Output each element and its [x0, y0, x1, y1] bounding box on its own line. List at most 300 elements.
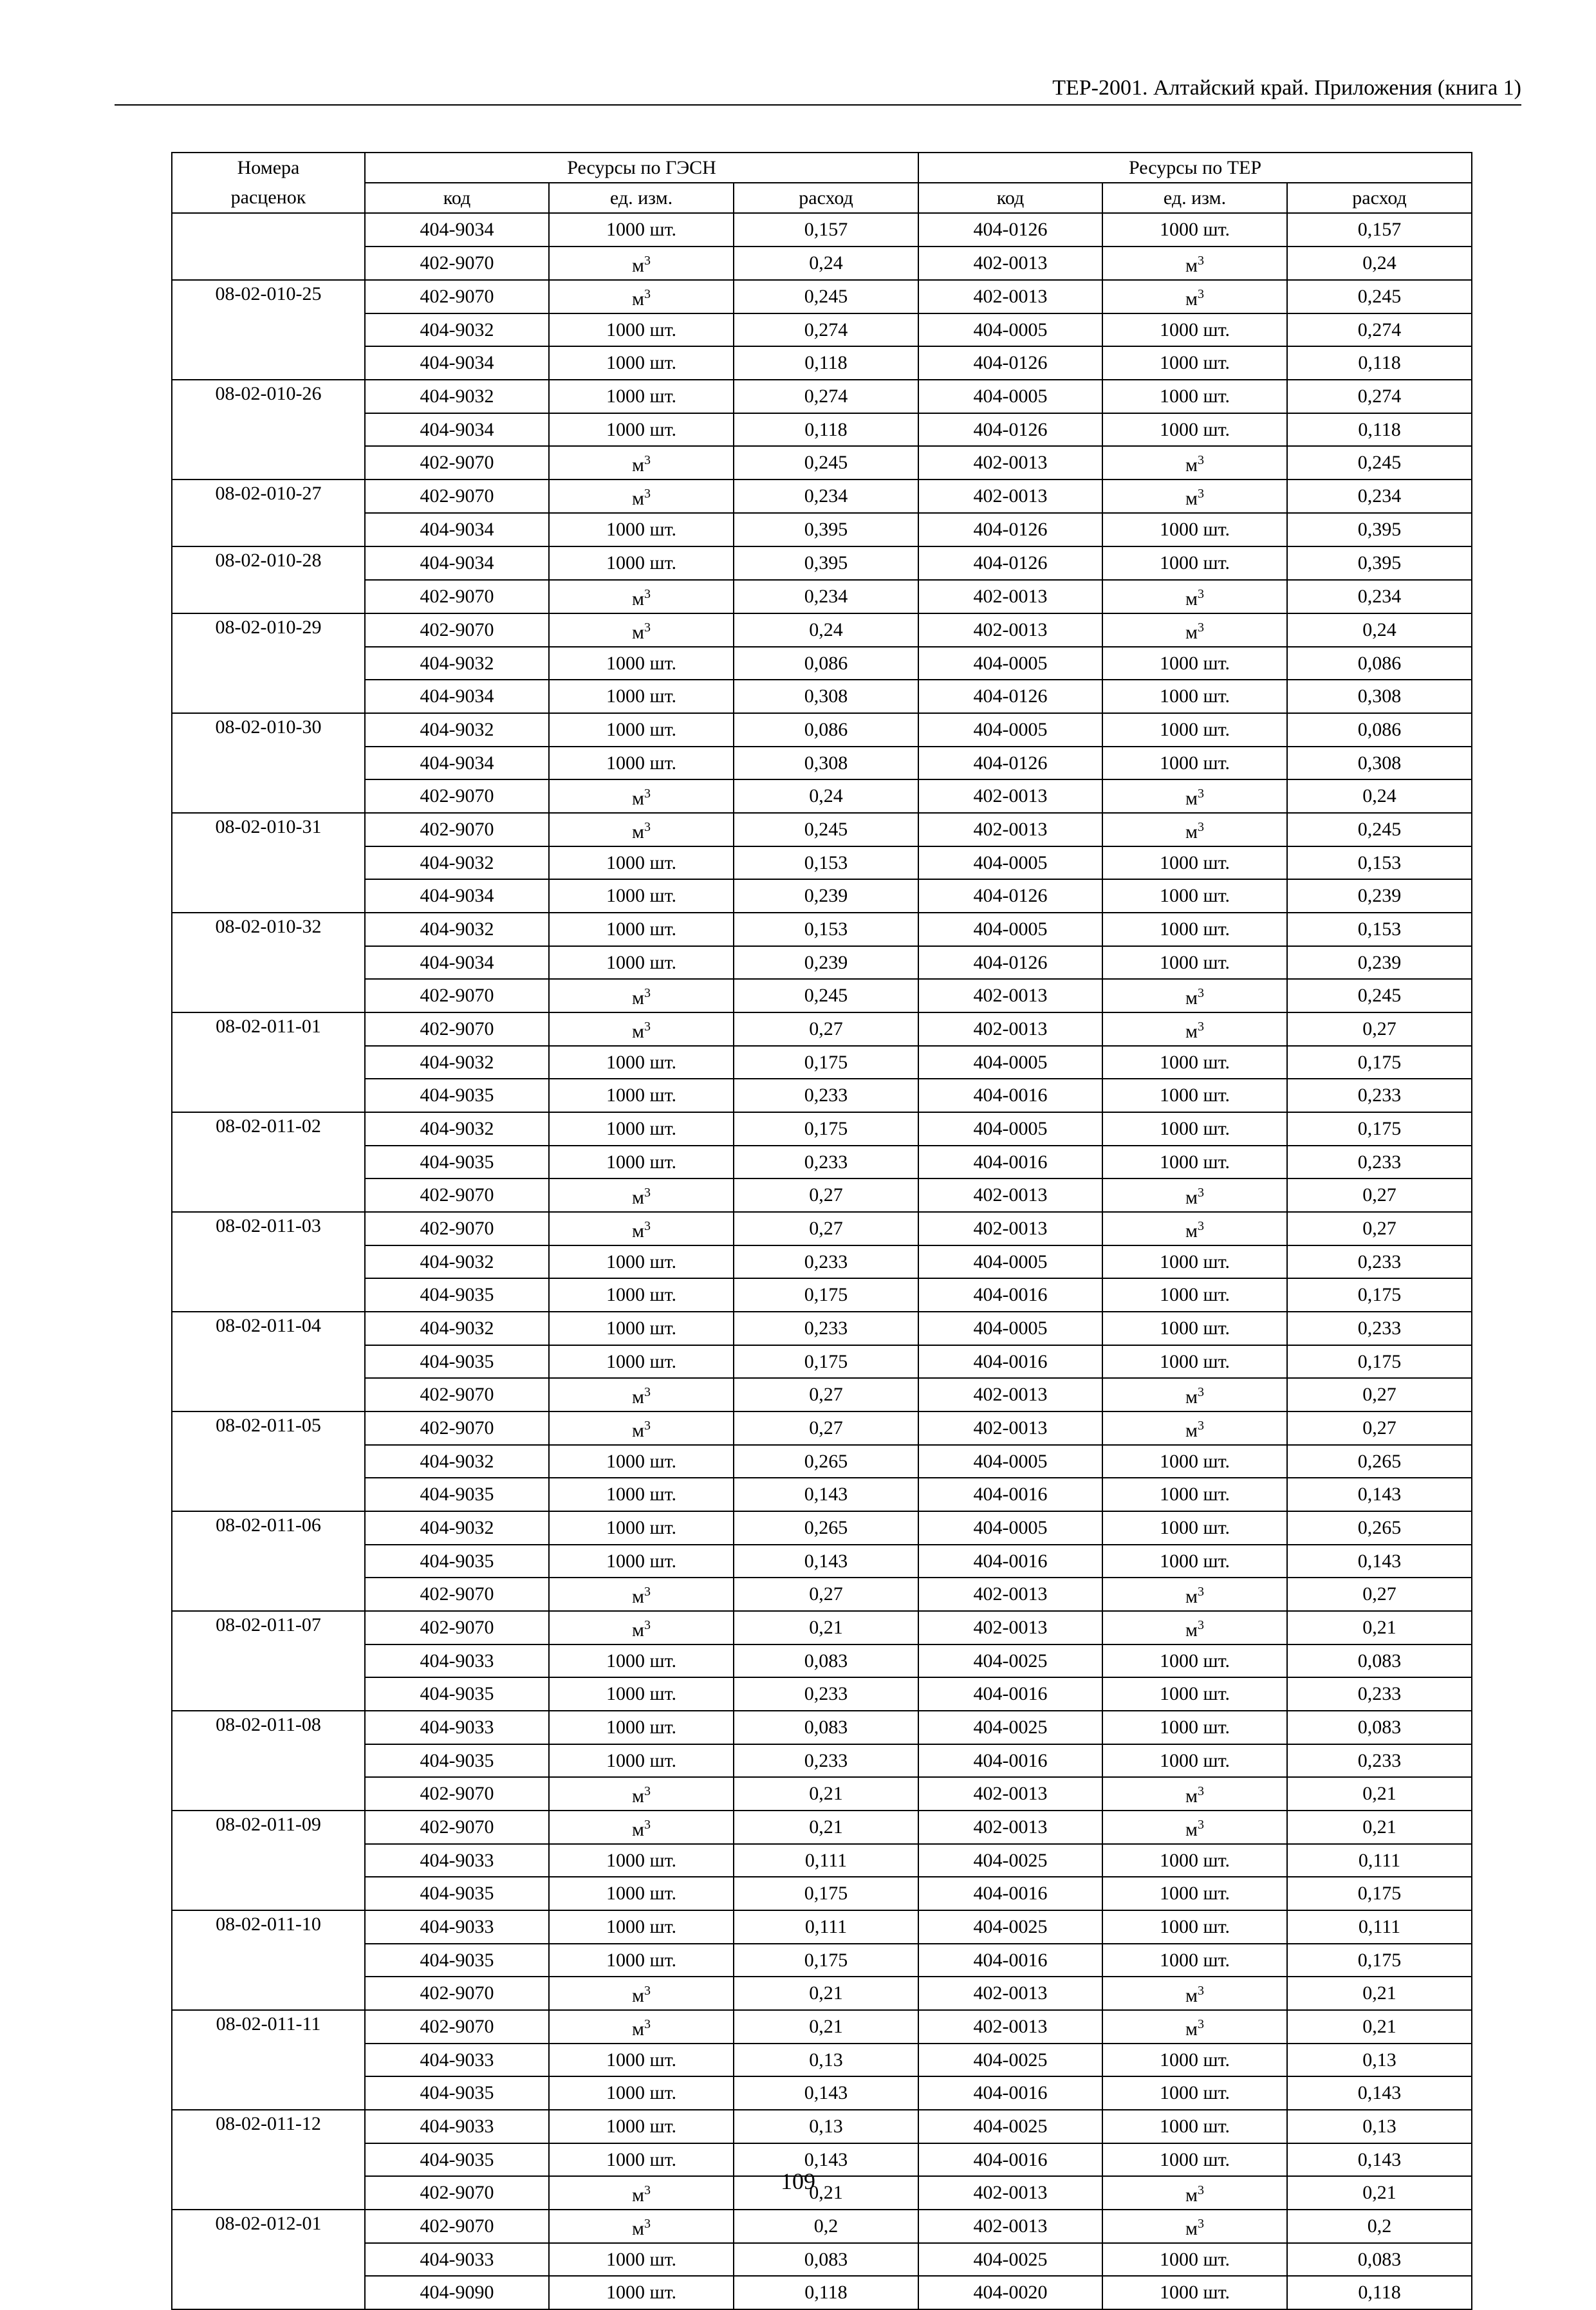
gesn-amount-cell: 0,27: [734, 1378, 918, 1411]
gesn-code-cell: 404-9033: [365, 1844, 549, 1877]
rate-number-cell: [172, 1944, 365, 1977]
table-row: [172, 1445, 1472, 1478]
ter-code-cell: 404-0025: [918, 2044, 1102, 2076]
gesn-amount-header: расход: [734, 183, 918, 213]
ter-code-cell: 404-0005: [918, 647, 1102, 680]
gesn-code-cell: 402-9070: [365, 280, 549, 313]
ter-amount-cell: 0,111: [1287, 1910, 1472, 1944]
ter-unit-cell: 1000 шт.: [1102, 1278, 1287, 1312]
ter-unit-cell: $м^3$: [1102, 1212, 1287, 1245]
ter-amount-cell: 0,233: [1287, 1146, 1472, 1178]
ter-unit-cell: 1000 шт.: [1102, 1245, 1287, 1278]
gesn-unit-cell: $м^3$: [549, 280, 734, 313]
ter-amount-cell: 0,157: [1287, 213, 1472, 247]
table-row: [172, 2243, 1472, 2276]
gesn-amount-cell: 0,21: [734, 1977, 918, 2010]
gesn-unit-cell: $м^3$: [549, 813, 734, 846]
table-row: [172, 313, 1472, 346]
rate-number-cell: [172, 1545, 365, 1578]
ter-code-cell: 404-0025: [918, 1910, 1102, 1944]
gesn-amount-cell: 0,308: [734, 747, 918, 779]
ter-amount-cell: 0,24: [1287, 613, 1472, 647]
ter-code-cell: 404-0005: [918, 1046, 1102, 1079]
ter-code-cell: 402-0013: [918, 1811, 1102, 1844]
gesn-amount-cell: 0,21: [734, 1611, 918, 1644]
gesn-unit-cell: 1000 шт.: [549, 1511, 734, 1545]
table-row: [172, 380, 1472, 413]
rate-number-cell: 08-02-010-31: [172, 813, 365, 846]
rate-number-cell: 08-02-011-11: [172, 2010, 365, 2044]
gesn-unit-cell: 1000 шт.: [549, 1146, 734, 1178]
rate-number-cell: [172, 846, 365, 879]
rate-number-cell: 08-02-011-02: [172, 1112, 365, 1146]
ter-code-cell: 404-0126: [918, 213, 1102, 247]
rate-number-cell: [172, 1445, 365, 1478]
ter-code-cell: 402-0013: [918, 1777, 1102, 1811]
gesn-amount-cell: 0,245: [734, 979, 918, 1012]
gesn-unit-cell: $м^3$: [549, 480, 734, 513]
table-row: [172, 1511, 1472, 1545]
gesn-code-cell: 404-9035: [365, 2076, 549, 2110]
ter-amount-cell: 0,175: [1287, 1944, 1472, 1977]
ter-amount-cell: 0,21: [1287, 1977, 1472, 2010]
ter-amount-cell: 0,175: [1287, 1877, 1472, 1910]
rate-number-cell: 08-02-011-05: [172, 1411, 365, 1445]
ter-unit-cell: 1000 шт.: [1102, 2143, 1287, 2176]
ter-unit-cell: $м^3$: [1102, 979, 1287, 1012]
ter-unit-cell: 1000 шт.: [1102, 380, 1287, 413]
ter-unit-cell: $м^3$: [1102, 1378, 1287, 1411]
ter-code-cell: 404-0005: [918, 913, 1102, 946]
rate-number-cell: [172, 1178, 365, 1212]
ter-amount-cell: 0,143: [1287, 2076, 1472, 2110]
rate-number-cell: [172, 513, 365, 546]
ter-code-cell: 402-0013: [918, 1012, 1102, 1046]
table-row: [172, 1611, 1472, 1644]
gesn-unit-cell: 1000 шт.: [549, 1844, 734, 1877]
ter-code-cell: 404-0025: [918, 1644, 1102, 1677]
gesn-amount-cell: 0,111: [734, 1844, 918, 1877]
gesn-code-cell: 402-9070: [365, 2176, 549, 2210]
gesn-code-cell: 404-9034: [365, 213, 549, 247]
gesn-unit-cell: 1000 шт.: [549, 2076, 734, 2110]
ter-amount-cell: 0,234: [1287, 480, 1472, 513]
gesn-unit-cell: 1000 шт.: [549, 1944, 734, 1977]
table-row: [172, 1012, 1472, 1046]
ter-code-cell: 404-0025: [918, 1844, 1102, 1877]
gesn-code-cell: 402-9070: [365, 1378, 549, 1411]
ter-unit-cell: $м^3$: [1102, 1411, 1287, 1445]
gesn-amount-cell: 0,245: [734, 280, 918, 313]
ter-unit-cell: 1000 шт.: [1102, 2243, 1287, 2276]
ter-code-cell: 402-0013: [918, 480, 1102, 513]
gesn-amount-cell: 0,118: [734, 2276, 918, 2309]
gesn-amount-cell: 0,234: [734, 580, 918, 613]
rate-number-cell: [172, 413, 365, 446]
ter-unit-cell: 1000 шт.: [1102, 1877, 1287, 1910]
ter-amount-cell: 0,143: [1287, 1478, 1472, 1511]
ter-code-cell: 402-0013: [918, 1411, 1102, 1445]
gesn-amount-cell: 0,143: [734, 1478, 918, 1511]
table-row: [172, 513, 1472, 546]
ter-amount-cell: 0,13: [1287, 2110, 1472, 2143]
ter-amount-cell: 0,111: [1287, 1844, 1472, 1877]
ter-unit-cell: 1000 шт.: [1102, 1046, 1287, 1079]
table-row: [172, 1944, 1472, 1977]
gesn-code-cell: 404-9033: [365, 2243, 549, 2276]
table-row: [172, 446, 1472, 480]
ter-amount-cell: 0,395: [1287, 546, 1472, 580]
rate-header: Номера: [172, 153, 365, 183]
ter-code-cell: 404-0126: [918, 879, 1102, 913]
ter-code-cell: 404-0016: [918, 1079, 1102, 1112]
table-row: [172, 747, 1472, 779]
ter-unit-cell: $м^3$: [1102, 1811, 1287, 1844]
gesn-amount-cell: 0,118: [734, 346, 918, 380]
gesn-code-cell: 402-9070: [365, 813, 549, 846]
rate-number-cell: [172, 979, 365, 1012]
gesn-amount-cell: 0,274: [734, 313, 918, 346]
gesn-unit-cell: 1000 шт.: [549, 1046, 734, 1079]
gesn-code-cell: 404-9032: [365, 713, 549, 747]
gesn-unit-cell: $м^3$: [549, 247, 734, 280]
table-row: [172, 247, 1472, 280]
gesn-unit-cell: 1000 шт.: [549, 647, 734, 680]
table-row: [172, 1677, 1472, 1711]
gesn-code-cell: 404-9033: [365, 2044, 549, 2076]
ter-unit-cell: 1000 шт.: [1102, 1744, 1287, 1777]
gesn-unit-cell: 1000 шт.: [549, 1744, 734, 1777]
gesn-unit-cell: 1000 шт.: [549, 413, 734, 446]
table-row: [172, 2276, 1472, 2309]
gesn-amount-cell: 0,233: [734, 1744, 918, 1777]
ter-code-cell: 404-0005: [918, 1445, 1102, 1478]
gesn-amount-cell: 0,175: [734, 1345, 918, 1378]
gesn-amount-cell: 0,083: [734, 1711, 918, 1744]
gesn-code-cell: 402-9070: [365, 1777, 549, 1811]
table-row: [172, 2010, 1472, 2044]
gesn-code-cell: 404-9032: [365, 846, 549, 879]
table-row: [172, 846, 1472, 879]
rate-number-cell: 08-02-010-29: [172, 613, 365, 647]
ter-unit-cell: 1000 шт.: [1102, 1445, 1287, 1478]
ter-code-cell: 404-0005: [918, 846, 1102, 879]
ter-amount-cell: 0,083: [1287, 1711, 1472, 1744]
gesn-code-cell: 402-9070: [365, 1977, 549, 2010]
gesn-amount-cell: 0,308: [734, 680, 918, 713]
gesn-unit-cell: 1000 шт.: [549, 1312, 734, 1345]
gesn-code-cell: 404-9032: [365, 1046, 549, 1079]
table-row: [172, 1977, 1472, 2010]
ter-code-cell: 404-0126: [918, 413, 1102, 446]
ter-amount-cell: 0,21: [1287, 2010, 1472, 2044]
gesn-code-cell: 402-9070: [365, 2010, 549, 2044]
rate-number-cell: [172, 1378, 365, 1411]
gesn-amount-cell: 0,175: [734, 1278, 918, 1312]
gesn-unit-cell: 1000 шт.: [549, 747, 734, 779]
gesn-code-cell: 404-9035: [365, 1478, 549, 1511]
ter-amount-cell: 0,21: [1287, 1811, 1472, 1844]
ter-amount-cell: 0,245: [1287, 813, 1472, 846]
rate-number-cell: 08-02-011-08: [172, 1711, 365, 1744]
table-row: [172, 813, 1472, 846]
rate-number-cell: [172, 446, 365, 480]
rate-header-line2: расценок: [172, 183, 365, 213]
ter-amount-cell: 0,24: [1287, 779, 1472, 813]
table-row: [172, 1478, 1472, 1511]
resources-table: [171, 152, 1472, 2310]
header-row-1: [172, 153, 1472, 183]
table-row: [172, 213, 1472, 247]
ter-amount-cell: 0,21: [1287, 1777, 1472, 1811]
gesn-code-cell: 402-9070: [365, 480, 549, 513]
gesn-code-cell: 404-9033: [365, 1910, 549, 1944]
ter-unit-cell: 1000 шт.: [1102, 2110, 1287, 2143]
gesn-code-cell: 402-9070: [365, 613, 549, 647]
table-row: [172, 1212, 1472, 1245]
gesn-unit-cell: 1000 шт.: [549, 1112, 734, 1146]
header-row-2: [172, 183, 1472, 213]
ter-amount-cell: 0,274: [1287, 380, 1472, 413]
gesn-code-cell: 404-9032: [365, 1112, 549, 1146]
rate-number-cell: 08-02-011-07: [172, 1611, 365, 1644]
gesn-unit-cell: $м^3$: [549, 979, 734, 1012]
rate-number-cell: [172, 1345, 365, 1378]
gesn-amount-cell: 0,233: [734, 1079, 918, 1112]
table-row: [172, 1910, 1472, 1944]
gesn-unit-cell: 1000 шт.: [549, 1278, 734, 1312]
table-row: [172, 2076, 1472, 2110]
rate-number-cell: 08-02-011-01: [172, 1012, 365, 1046]
gesn-amount-cell: 0,21: [734, 2010, 918, 2044]
rate-number-cell: [172, 313, 365, 346]
table-row: [172, 1112, 1472, 1146]
rate-number-cell: [172, 346, 365, 380]
ter-code-cell: 404-0126: [918, 346, 1102, 380]
gesn-code-cell: 402-9070: [365, 779, 549, 813]
rate-number-cell: [172, 1644, 365, 1677]
ter-code-cell: 404-0126: [918, 747, 1102, 779]
ter-unit-cell: 1000 шт.: [1102, 1478, 1287, 1511]
gesn-unit-cell: 1000 шт.: [549, 1545, 734, 1578]
ter-amount-cell: 0,265: [1287, 1445, 1472, 1478]
gesn-amount-cell: 0,086: [734, 647, 918, 680]
rate-number-cell: [172, 879, 365, 913]
gesn-amount-cell: 0,24: [734, 247, 918, 280]
gesn-unit-cell: 1000 шт.: [549, 879, 734, 913]
gesn-amount-cell: 0,083: [734, 2243, 918, 2276]
ter-unit-cell: $м^3$: [1102, 779, 1287, 813]
rate-number-cell: [172, 647, 365, 680]
rate-number-cell: [172, 946, 365, 979]
ter-amount-cell: 0,21: [1287, 2176, 1472, 2210]
ter-unit-cell: 1000 шт.: [1102, 1711, 1287, 1744]
gesn-code-header: код: [365, 183, 549, 213]
ter-code-cell: 404-0005: [918, 1112, 1102, 1146]
ter-amount-cell: 0,27: [1287, 1578, 1472, 1611]
gesn-code-cell: 404-9034: [365, 413, 549, 446]
ter-amount-cell: 0,274: [1287, 313, 1472, 346]
ter-amount-cell: 0,118: [1287, 346, 1472, 380]
ter-code-cell: 402-0013: [918, 1212, 1102, 1245]
gesn-amount-cell: 0,13: [734, 2110, 918, 2143]
gesn-code-cell: 402-9070: [365, 580, 549, 613]
gesn-unit-cell: $м^3$: [549, 1977, 734, 2010]
gesn-code-cell: 402-9070: [365, 1611, 549, 1644]
table-row: [172, 946, 1472, 979]
gesn-amount-cell: 0,265: [734, 1511, 918, 1545]
ter-unit-cell: 1000 шт.: [1102, 1511, 1287, 1545]
ter-unit-cell: 1000 шт.: [1102, 1112, 1287, 1146]
rate-number-cell: [172, 2243, 365, 2276]
gesn-amount-cell: 0,083: [734, 1644, 918, 1677]
ter-unit-cell: $м^3$: [1102, 480, 1287, 513]
ter-code-cell: 404-0016: [918, 1278, 1102, 1312]
table-row: [172, 1545, 1472, 1578]
gesn-code-cell: 404-9035: [365, 1744, 549, 1777]
ter-amount-header: расход: [1287, 183, 1472, 213]
gesn-code-cell: 402-9070: [365, 247, 549, 280]
rate-number-cell: [172, 247, 365, 280]
rate-number-cell: 08-02-011-03: [172, 1212, 365, 1245]
gesn-unit-cell: $м^3$: [549, 1178, 734, 1212]
ter-code-cell: 402-0013: [918, 613, 1102, 647]
ter-amount-cell: 0,118: [1287, 413, 1472, 446]
gesn-amount-cell: 0,24: [734, 613, 918, 647]
gesn-unit-cell: 1000 шт.: [549, 2044, 734, 2076]
gesn-amount-cell: 0,27: [734, 1012, 918, 1046]
rate-number-cell: 08-02-011-04: [172, 1312, 365, 1345]
gesn-unit-cell: 1000 шт.: [549, 380, 734, 413]
table-row: [172, 2110, 1472, 2143]
rate-number-cell: 08-02-010-32: [172, 913, 365, 946]
table-row: [172, 647, 1472, 680]
gesn-unit-cell: $м^3$: [549, 1012, 734, 1046]
ter-code-cell: 402-0013: [918, 247, 1102, 280]
ter-code-cell: 404-0005: [918, 380, 1102, 413]
gesn-unit-cell: $м^3$: [549, 1777, 734, 1811]
ter-amount-cell: 0,143: [1287, 1545, 1472, 1578]
gesn-amount-cell: 0,153: [734, 846, 918, 879]
gesn-unit-cell: 1000 шт.: [549, 946, 734, 979]
ter-code-cell: 402-0013: [918, 1178, 1102, 1212]
gesn-amount-cell: 0,27: [734, 1212, 918, 1245]
ter-unit-cell: 1000 шт.: [1102, 2276, 1287, 2309]
gesn-code-cell: 402-9070: [365, 1411, 549, 1445]
ter-unit-cell: 1000 шт.: [1102, 1910, 1287, 1944]
gesn-code-cell: 404-9034: [365, 680, 549, 713]
gesn-amount-cell: 0,265: [734, 1445, 918, 1478]
table-row: [172, 1578, 1472, 1611]
ter-amount-cell: 0,175: [1287, 1278, 1472, 1312]
ter-code-cell: 404-0126: [918, 546, 1102, 580]
gesn-code-cell: 404-9035: [365, 1677, 549, 1711]
ter-code-cell: 404-0005: [918, 313, 1102, 346]
table-row: [172, 680, 1472, 713]
ter-code-cell: 404-0005: [918, 1245, 1102, 1278]
gesn-amount-cell: 0,21: [734, 1811, 918, 1844]
gesn-code-cell: 402-9070: [365, 1578, 549, 1611]
rate-number-cell: [172, 1146, 365, 1178]
gesn-code-cell: 404-9032: [365, 380, 549, 413]
gesn-code-cell: 402-9070: [365, 1212, 549, 1245]
ter-code-cell: 404-0016: [918, 2076, 1102, 2110]
gesn-code-cell: 404-9035: [365, 1545, 549, 1578]
ter-amount-cell: 0,086: [1287, 713, 1472, 747]
rate-number-cell: 08-02-010-26: [172, 380, 365, 413]
rate-number-cell: [172, 1578, 365, 1611]
ter-code-cell: 404-0025: [918, 2243, 1102, 2276]
table-row: [172, 1844, 1472, 1877]
rate-number-cell: [172, 1245, 365, 1278]
gesn-amount-cell: 0,234: [734, 480, 918, 513]
gesn-amount-cell: 0,239: [734, 879, 918, 913]
ter-unit-cell: $м^3$: [1102, 1611, 1287, 1644]
ter-amount-cell: 0,27: [1287, 1411, 1472, 1445]
gesn-code-cell: 404-9034: [365, 546, 549, 580]
ter-amount-cell: 0,233: [1287, 1744, 1472, 1777]
ter-code-cell: 404-0016: [918, 1877, 1102, 1910]
gesn-amount-cell: 0,233: [734, 1677, 918, 1711]
ter-unit-cell: 1000 шт.: [1102, 747, 1287, 779]
gesn-amount-cell: 0,111: [734, 1910, 918, 1944]
ter-unit-cell: 1000 шт.: [1102, 846, 1287, 879]
gesn-unit-cell: 1000 шт.: [549, 1711, 734, 1744]
table-row: [172, 546, 1472, 580]
ter-amount-cell: 0,143: [1287, 2143, 1472, 2176]
ter-amount-cell: 0,395: [1287, 513, 1472, 546]
gesn-amount-cell: 0,233: [734, 1312, 918, 1345]
rate-number-cell: 08-02-010-27: [172, 480, 365, 513]
ter-unit-cell: $м^3$: [1102, 1578, 1287, 1611]
gesn-header: Ресурсы по ГЭСН: [365, 153, 918, 183]
ter-amount-cell: 0,245: [1287, 280, 1472, 313]
gesn-code-cell: 404-9034: [365, 346, 549, 380]
rate-number-cell: [172, 779, 365, 813]
gesn-amount-cell: 0,118: [734, 413, 918, 446]
ter-unit-cell: $м^3$: [1102, 2210, 1287, 2243]
ter-amount-cell: 0,265: [1287, 1511, 1472, 1545]
table-row: [172, 713, 1472, 747]
rate-number-cell: [172, 747, 365, 779]
ter-amount-cell: 0,083: [1287, 1644, 1472, 1677]
gesn-unit-cell: $м^3$: [549, 613, 734, 647]
rate-number-cell: [172, 580, 365, 613]
gesn-amount-cell: 0,21: [734, 1777, 918, 1811]
ter-amount-cell: 0,233: [1287, 1079, 1472, 1112]
table-row: [172, 1378, 1472, 1411]
rate-number-cell: [172, 680, 365, 713]
ter-amount-cell: 0,233: [1287, 1245, 1472, 1278]
table-row: [172, 280, 1472, 313]
gesn-amount-cell: 0,143: [734, 2143, 918, 2176]
gesn-unit-cell: $м^3$: [549, 1378, 734, 1411]
ter-amount-cell: 0,245: [1287, 979, 1472, 1012]
gesn-unit-cell: $м^3$: [549, 580, 734, 613]
gesn-unit-cell: 1000 шт.: [549, 2143, 734, 2176]
ter-unit-cell: $м^3$: [1102, 1178, 1287, 1212]
rate-number-cell: 08-02-012-01: [172, 2210, 365, 2243]
rate-number-cell: [172, 1744, 365, 1777]
gesn-unit-cell: 1000 шт.: [549, 2276, 734, 2309]
gesn-unit-cell: 1000 шт.: [549, 1910, 734, 1944]
rate-number-cell: [172, 1677, 365, 1711]
table-row: [172, 979, 1472, 1012]
gesn-unit-cell: 1000 шт.: [549, 913, 734, 946]
table-row: [172, 413, 1472, 446]
gesn-unit-cell: 1000 шт.: [549, 1877, 734, 1910]
gesn-amount-cell: 0,175: [734, 1877, 918, 1910]
